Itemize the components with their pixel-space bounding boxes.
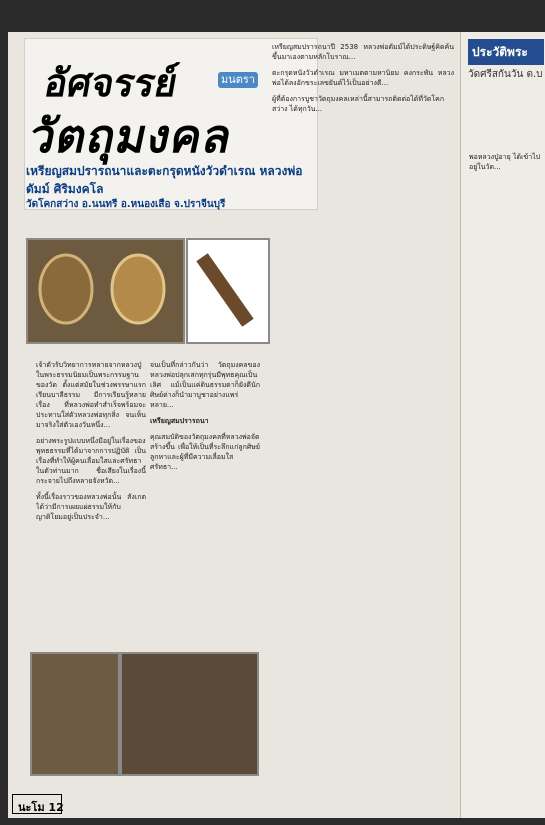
title-line2: วัตถุมงคล	[24, 109, 239, 163]
column-middle	[150, 360, 260, 640]
right-page-title: ประวัติพระ	[468, 39, 544, 65]
monk-photo-1	[30, 652, 120, 776]
col-left-top: เจ้าตัวรับวิทยาการหลายจากหลวงปู่ในพระธรรมนิยมเป็นพระกรรมฐานของวัด ตั้งแต่สมัยในช่วงพรรษาแรก เรียนบาลีธรรม มีการเรียนรู้หลายเรื่อง ที่หลวงพ่อทำสำเร็จพร้อมจะประทานใส่ตัวหลวงพ่อทุกสิ่ง จนเห็นมาจริงใส่ตัวเองวันหนึ่ง...	[36, 361, 146, 429]
subtitle-line1: เหรียญสมปรารถนาและตะกรุดหนังวัวดำเรณ หลวงพ่อดัมม์ ศิริมงคโล	[26, 164, 303, 196]
right-page-text: พอหลวงปู่อายุ ได้เข้าไปอยู่ในวัด...	[469, 153, 541, 171]
column-right	[272, 42, 454, 782]
page-right	[460, 32, 545, 818]
amulet-svg	[28, 240, 179, 338]
col-right-top: เหรียญสมปรารถนาปี 2538 หลวงพ่อดัมม์ได้ประดิษฐ์คิดค้นขึ้นมาเองตามหลักโบราณ...	[272, 43, 454, 61]
footer-label: นะโม 12	[18, 801, 64, 814]
title-line1: อัศจรรย์	[41, 60, 182, 105]
col-mid-heading: เหรียญสมปรารถนา	[150, 417, 209, 425]
col-mid-mid: คุณสมบัติของวัตถุมงคลที่หลวงพ่อจัดสร้างขึ้น เพื่อให้เป็นที่ระลึกแก่ลูกศิษย์ลูกหาและผู้ที่มีความเลื่อมใสศรัทธา...	[150, 433, 260, 471]
column-left	[36, 360, 146, 640]
col-right-mid: ตะกรุดหนังวัวดำเรณ มหาเมตตามหานิยม คงกระพัน หลวงพ่อได้ลงอักขระเลขยันต์ไว้เป็นอย่างดี...	[272, 69, 454, 87]
col-left-bottom: ทั้งนี้เรื่องราวของหลวงพ่อนั้น สังเกตได้ว่ามีการเผยแผ่ธรรมให้กับญาติโยมอยู่เป็นประจำ...	[36, 493, 146, 521]
right-page-date: วัดศรีสกันวัน ต.บ	[468, 69, 543, 80]
col-right-bottom: ผู้ที่ต้องการบูชาวัตถุมงคลเหล่านี้สามารถติดต่อได้ที่วัดโคกสว่าง ได้ทุกวัน...	[272, 95, 445, 113]
col-mid-top: จนเป็นที่กล่าวกันว่า วัตถุมงคลของหลวงพ่อปลุกเสกทุกรุ่นมีพุทธคุณเป็นเลิศ แม้เป็นแค่ดินธรรมดาก็ยังดีนัก ศิษย์ต่างก็นำมาบูชาอย่างแพร่หลาย...	[150, 361, 260, 409]
subtitle-line2: วัดโคกสว่าง อ.นนทรี อ.หนองเสือ จ.ปราจีนบุรี	[26, 199, 226, 210]
takrud-photo	[186, 238, 270, 344]
takrud-svg	[188, 240, 264, 338]
badge: มนตรา	[218, 72, 258, 88]
monk-photo-2	[120, 652, 259, 776]
col-left-mid: อย่างพระรูปแบบหนึ่งมีอยู่ในเรื่องของพุทธธรรมที่ได้มาจากการปฏิบัติ เป็นเรื่องที่ทำให้ผู้คนเลื่อมใสและศรัทธาในตัวท่านมาก ชื่อเสียงในเรื่องนี้กระจายไปถึงหลายจังหวัด...	[36, 437, 146, 485]
amulet-photo	[26, 238, 185, 344]
